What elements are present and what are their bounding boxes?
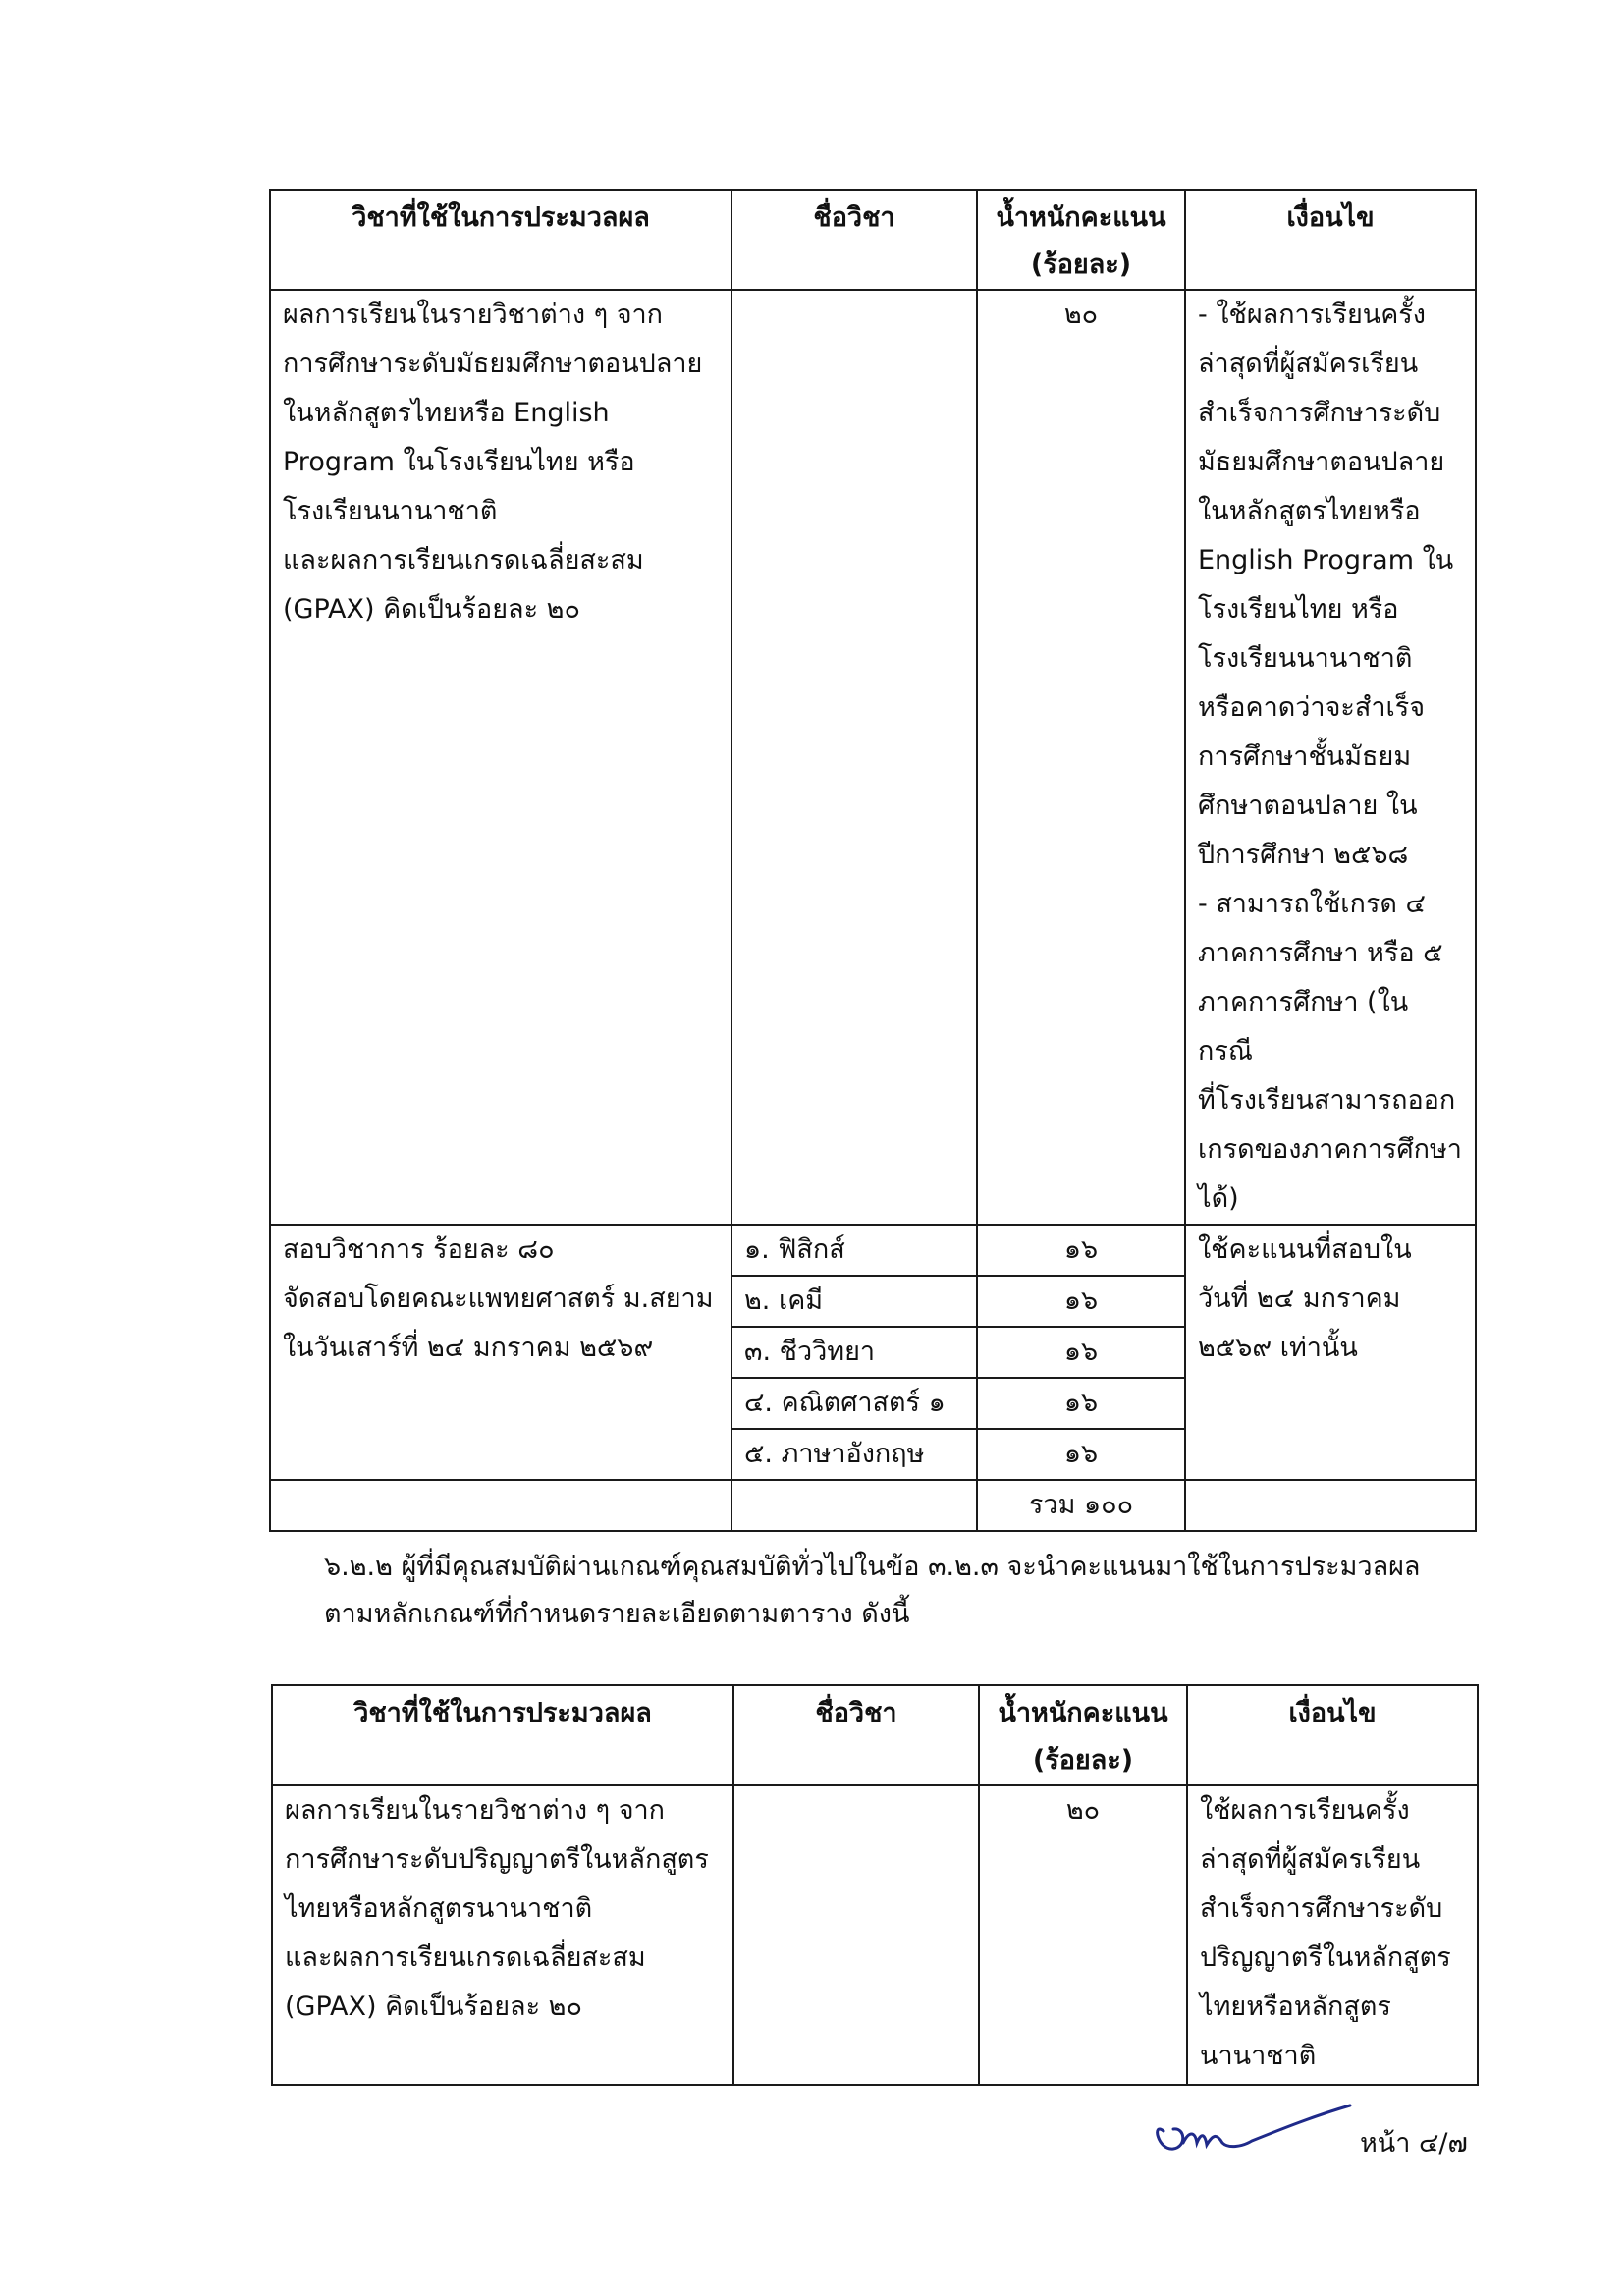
header-condition: เงื่อนไข bbox=[1187, 1685, 1478, 1785]
table-header-row bbox=[270, 190, 1476, 290]
exam-item-name: ๓. ชีววิทยา bbox=[731, 1327, 977, 1378]
exam-item-weight: ๑๖ bbox=[977, 1378, 1185, 1429]
exam-item-weight: ๑๖ bbox=[977, 1327, 1185, 1378]
header-subject: วิชาที่ใช้ในการประมวลผล bbox=[272, 1685, 733, 1785]
exam-item-weight: ๑๖ bbox=[977, 1276, 1185, 1327]
header-weight: น้ำหนักคะแนน (ร้อยละ) bbox=[977, 190, 1185, 290]
header-name: ชื่อวิชา bbox=[731, 190, 977, 290]
exam-condition: ใช้คะแนนที่สอบใน วันที่ ๒๔ มกราคม ๒๕๖๙ เท่านั้น bbox=[1185, 1225, 1476, 1480]
criteria-table-1 bbox=[269, 189, 1477, 1532]
exam-item-name: ๒. เคมี bbox=[731, 1276, 977, 1327]
row-name bbox=[733, 1785, 979, 2085]
row-subject: ผลการเรียนในรายวิชาต่าง ๆ จาก การศึกษาระดับมัธยมศึกษาตอนปลาย ในหลักสูตรไทยหรือ English Program ในโรงเรียนไทย หรือ โรงเรียนนานาชาติ และผลการเรียนเกรดเฉลี่ยสะสม (GPAX) คิดเป็นร้อยละ ๒๐ bbox=[270, 290, 731, 1225]
total-empty bbox=[1185, 1480, 1476, 1531]
exam-subject: สอบวิชาการ ร้อยละ ๘๐ จัดสอบโดยคณะแพทยศาสตร์ ม.สยาม ในวันเสาร์ที่ ๒๔ มกราคม ๒๕๖๙ bbox=[270, 1225, 731, 1480]
row-subject: ผลการเรียนในรายวิชาต่าง ๆ จาก การศึกษาระดับปริญญาตรีในหลักสูตร ไทยหรือหลักสูตรนานาชาติ และผลการเรียนเกรดเฉลี่ยสะสม (GPAX) คิดเป็นร้อยละ ๒๐ bbox=[272, 1785, 733, 2085]
row-name bbox=[731, 290, 977, 1225]
row-condition: - ใช้ผลการเรียนครั้ง ล่าสุดที่ผู้สมัครเรียน สำเร็จการศึกษาระดับ มัธยมศึกษาตอนปลาย ในหลักสูตรไทยหรือ English Program ใน โรงเรียนไทย หรือ โรงเรียนนานาชาติ หรือคาดว่าจะสำเร็จ การศึกษาชั้นมัธยม ศึกษาตอนปลาย ใน ปีการศึกษา ๒๕๖๘ - สามารถใช้เกรด ๔ ภาคการศึกษา หรือ ๕ ภาคการศึกษา (ในกรณี ที่โรงเรียนสามารถออก เกรดของภาคการศึกษา ได้) bbox=[1185, 290, 1476, 1225]
table-row bbox=[272, 1785, 1478, 2085]
table-header-row bbox=[272, 1685, 1478, 1785]
row-weight: ๒๐ bbox=[977, 290, 1185, 1225]
table-row bbox=[270, 290, 1476, 1225]
exam-item-name: ๑. ฟิสิกส์ bbox=[731, 1225, 977, 1276]
total-value: รวม ๑๐๐ bbox=[977, 1480, 1185, 1531]
page-number: หน้า ๔/๗ bbox=[1360, 2128, 1468, 2159]
signature bbox=[1144, 2092, 1370, 2170]
row-condition: ใช้ผลการเรียนครั้ง ล่าสุดที่ผู้สมัครเรียน สำเร็จการศึกษาระดับ ปริญญาตรีในหลักสูตร ไทยหรือหลักสูตร นานาชาติ bbox=[1187, 1785, 1478, 2085]
section-paragraph: ๖.๒.๒ ผู้ที่มีคุณสมบัติผ่านเกณฑ์คุณสมบัติทั่วไปในข้อ ๓.๒.๓ จะนำคะแนนมาใช้ในการประมวลผล ตามหลักเกณฑ์ที่กำหนดรายละเอียดตามตาราง ดังนี้ bbox=[324, 1552, 1421, 1629]
header-name: ชื่อวิชา bbox=[733, 1685, 979, 1785]
header-subject: วิชาที่ใช้ในการประมวลผล bbox=[270, 190, 731, 290]
exam-item-weight: ๑๖ bbox=[977, 1429, 1185, 1480]
total-empty bbox=[270, 1480, 731, 1531]
row-weight: ๒๐ bbox=[979, 1785, 1187, 2085]
header-condition: เงื่อนไข bbox=[1185, 190, 1476, 290]
criteria-table-2 bbox=[271, 1684, 1479, 2086]
table-row bbox=[270, 1225, 1476, 1276]
total-empty bbox=[731, 1480, 977, 1531]
total-row bbox=[270, 1480, 1476, 1531]
exam-item-weight: ๑๖ bbox=[977, 1225, 1185, 1276]
exam-item-name: ๔. คณิตศาสตร์ ๑ bbox=[731, 1378, 977, 1429]
header-weight: น้ำหนักคะแนน (ร้อยละ) bbox=[979, 1685, 1187, 1785]
exam-item-name: ๕. ภาษาอังกฤษ bbox=[731, 1429, 977, 1480]
